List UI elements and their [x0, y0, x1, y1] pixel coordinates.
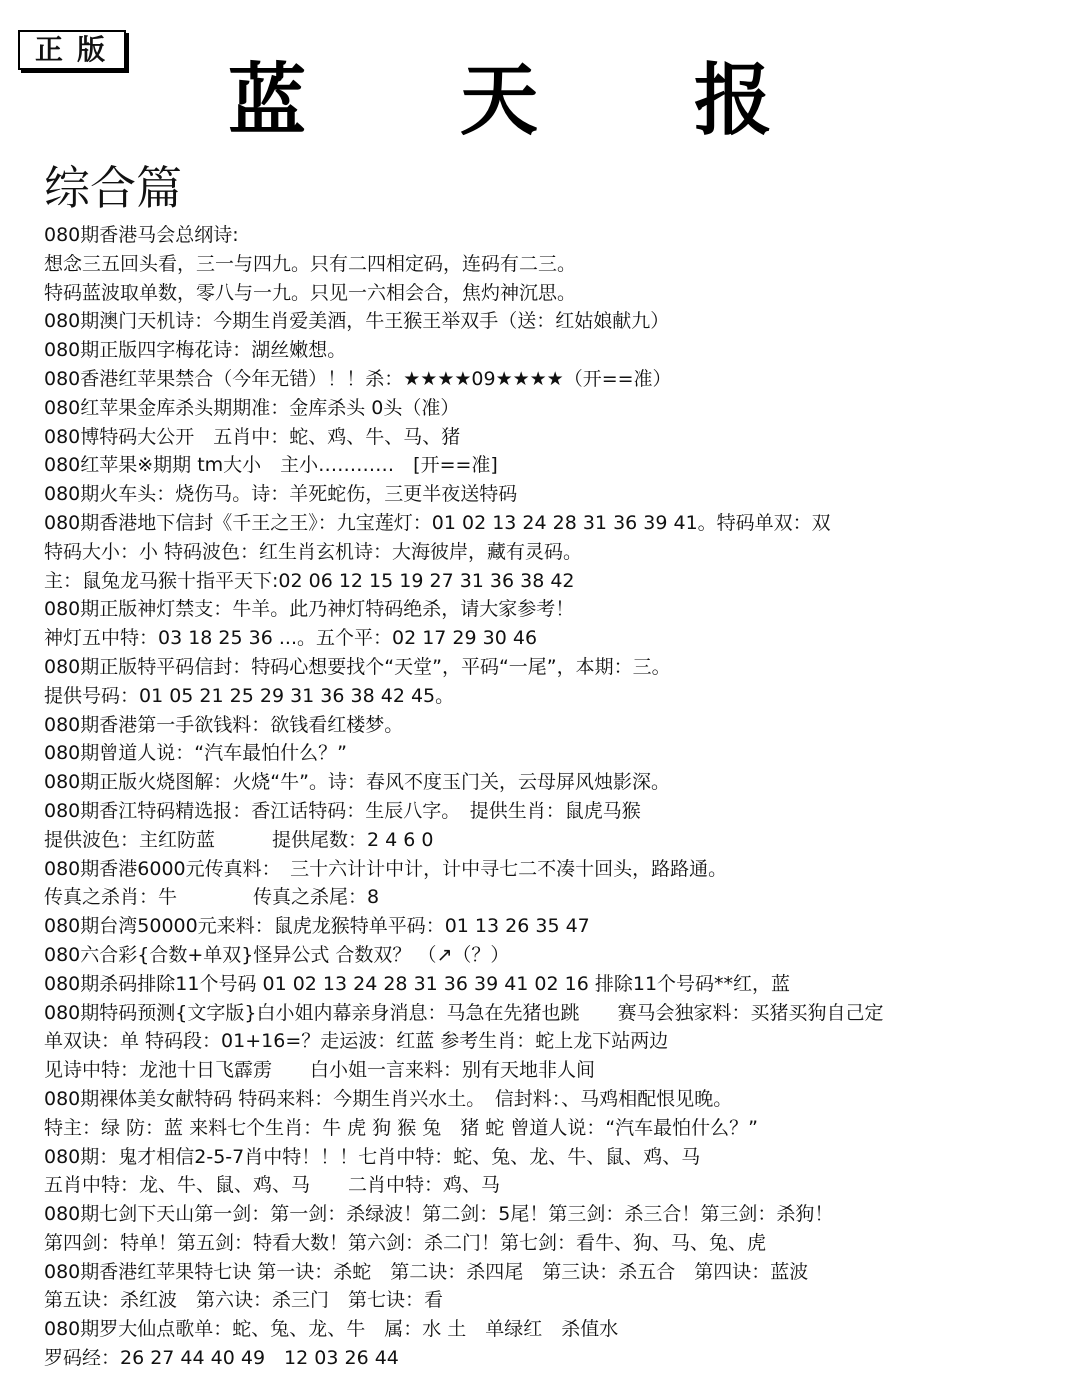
text-line: 080期澳门天机诗：今期生肖爱美酒，牛王猴王举双手（送：红姑娘献九） [44, 310, 670, 333]
text-line: 特主：绿 防：蓝 来料七个生肖：牛 虎 狗 猴 兔 猪 蛇 曾道人说：“汽车最怕什么？” [44, 1116, 759, 1139]
masthead-title [0, 56, 1080, 146]
masthead-char-1: 蓝 [228, 55, 307, 146]
text-line: 080期：鬼才相信2-5-7肖中特！！！七肖中特：蛇、兔、龙、牛、鼠、鸡、马 [44, 1145, 701, 1168]
text-line: 见诗中特：龙池十日飞霹雳 白小姐一言来料：别有天地非人间 [44, 1059, 596, 1082]
masthead-char-3: 报 [694, 55, 773, 146]
text-line: 提供号码：01 05 21 25 29 31 36 38 42 45。 [44, 684, 455, 707]
text-line: 单双诀：单 特码段：01+16=？走运波：红蓝 参考生肖：蛇上龙下站两边 [44, 1030, 669, 1053]
text-line: 080期香港红苹果特七诀 第一诀：杀蛇 第二诀：杀四尾 第三诀：杀五合 第四诀：蓝波 [44, 1260, 809, 1283]
text-line: 080红苹果※期期 tm大小 主小………… [开==准] [44, 454, 498, 477]
text-line: 传真之杀肖：牛 传真之杀尾：8 [44, 886, 380, 909]
text-line: 080六合彩{合数+单双}怪异公式 合数双？ （↗（？） [44, 943, 510, 966]
text-line: 主：鼠兔龙马猴十指平天下:02 06 12 15 19 27 31 36 38 42 [44, 569, 575, 592]
text-line: 罗码经：26 27 44 40 49 12 03 26 44 [44, 1347, 399, 1370]
text-line: 特码大小：小 特码波色：红生肖玄机诗：大海彼岸，藏有灵码。 [44, 540, 583, 563]
text-line: 080红苹果金库杀头期期准：金库杀头 0头（准） [44, 396, 460, 419]
text-line: 080期正版神灯禁支：牛羊。此乃神灯特码绝杀，请大家参考！ [44, 598, 575, 621]
text-line: 080期香港地下信封《千王之王》：九宝莲灯：01 02 13 24 28 31 36 39 41。特码单双：双 [44, 511, 831, 534]
text-line: 080博特码大公开 五肖中：蛇、鸡、牛、马、猪 [44, 425, 461, 448]
text-line: 080期正版四字梅花诗：湖丝嫩想。 [44, 339, 347, 362]
text-line: 第四剑：特单！第五剑：特看大数！第六剑：杀二门！第七剑：看牛、狗、马、兔、虎 [44, 1231, 767, 1254]
text-line: 080期罗大仙点歌单：蛇、兔、龙、牛 属：水 土 单绿红 杀值水 [44, 1318, 619, 1341]
text-line: 080期正版火烧图解：火烧“牛”。诗：春风不度玉门关，云母屏风烛影深。 [44, 771, 670, 794]
text-line: 080期台湾50000元来料：鼠虎龙猴特单平码：01 13 26 35 47 [44, 915, 590, 938]
text-line: 080期香港马会总纲诗: [44, 224, 239, 246]
text-line: 提供波色：主红防蓝 提供尾数：2 4 6 0 [44, 828, 434, 851]
masthead-char-2: 天 [460, 55, 539, 146]
text-line: 080期香港第一手欲钱料：欲钱看红楼梦。 [44, 713, 404, 736]
text-line: 080期曾道人说：“汽车最怕什么？” [44, 742, 347, 765]
section-title: 综合篇 [44, 161, 182, 215]
text-line: 080期香江特码精选报：香江话特码：生辰八字。 提供生肖：鼠虎马猴 [44, 799, 641, 822]
text-line: 080期火车头：烧伤马。诗：羊死蛇伤，三更半夜送特码 [44, 483, 518, 506]
text-line: 特码蓝波取单数，零八与一九。只见一六相会合，焦灼神沉思。 [44, 281, 577, 304]
authentic-edition-badge: 正版 [18, 30, 126, 70]
text-line: 080期杀码排除11个号码 01 02 13 24 28 31 36 39 41 02 16 排除11个号码**红，蓝 [44, 972, 791, 995]
article-body [44, 221, 1064, 1373]
text-line: 神灯五中特：03 18 25 36 ...。五个平：02 17 29 30 46 [44, 627, 538, 650]
text-line: 080期特码预测{文字版}白小姐内幕亲身消息：马急在先猪也跳 赛马会独家料：买猪买狗自己定 [44, 1001, 884, 1024]
text-line: 080期七剑下天山第一剑：第一剑：杀绿波！第二剑：5尾！第三剑：杀三合！第三剑：杀狗！ [44, 1203, 834, 1226]
text-line: 080香港红苹果禁合（今年无错）！！杀：★★★★09★★★★（开==准） [44, 367, 672, 390]
text-line: 080期正版特平码信封：特码心想要找个“天堂”，平码“一尾”，本期：三。 [44, 655, 671, 678]
text-line: 080期裸体美女献特码 特码来料：今期生肖兴水土。 信封料：、马鸡相配恨见晚。 [44, 1087, 733, 1110]
text-line: 第五诀：杀红波 第六诀：杀三门 第七诀：看 [44, 1289, 444, 1312]
text-line: 080期香港6000元传真料： 三十六计计中计，计中寻七二不凑十回头，路路通。 [44, 857, 728, 880]
text-line: 想念三五回头看，三一与四九。只有二四相定码，连码有二三。 [44, 252, 577, 275]
text-line: 五肖中特：龙、牛、鼠、鸡、马 二肖中特：鸡、马 [44, 1174, 501, 1197]
